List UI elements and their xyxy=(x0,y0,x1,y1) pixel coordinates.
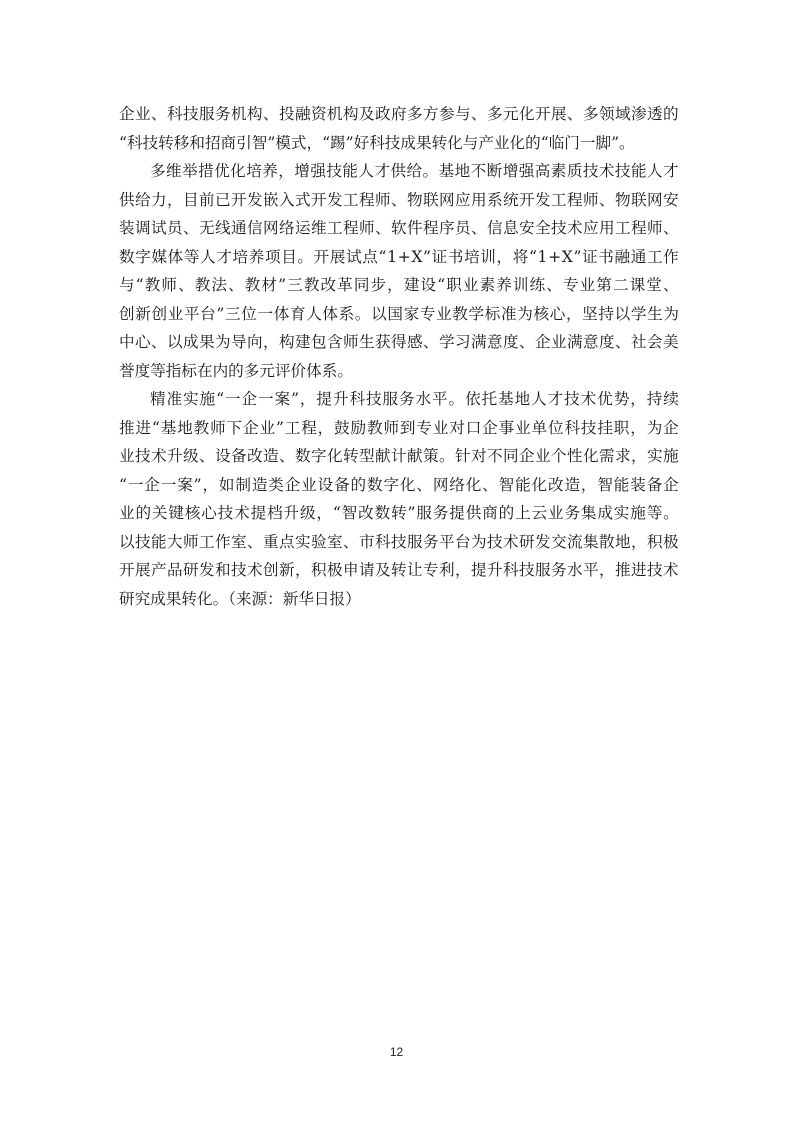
text-line: 与 “ 教 师 、 教 法 、 教 材 ” 三 教 改 革 同 步 ， 建 设 “ 职 业 素 养 训 练 、 专 业 第 二 课 堂 、 xyxy=(119,276,679,294)
text-line: 精 准 实 施 “ 一 企 一 案 ” ， 提 升 科 技 服 务 水 平 。 依 托 基 地 人 才 技 术 优 势 ， 持 续 xyxy=(150,390,679,408)
text-line: 装 调 试 员 、 无 线 通 信 网 络 运 维 工 程 师 、 软 件 程 序 员 、 信 息 安 全 技 术 应 用 工 程 师 、 xyxy=(119,219,679,237)
paragraph-1 xyxy=(119,100,679,157)
text-line: 开 展 产 品 研 发 和 技 术 创 新 ， 积 极 申 请 及 转 让 专 利 ， 提 升 科 技 服 务 水 平 ， 推 进 技 术 xyxy=(119,561,679,579)
text-line: 供 给 力 ， 目 前 已 开 发 嵌 入 式 开 发 工 程 师 、 物 联 网 应 用 系 统 开 发 工 程 师 、 物 联 网 安 xyxy=(119,190,679,209)
text-line: 业 的 关 键 核 心 技 术 提 档 升 级 ， “ 智 改 数 转 ” 服 务 提 供 商 的 上 云 业 务 集 成 实 施 等 。 xyxy=(119,504,679,522)
text-line: 推 进 “ 基 地 教 师 下 企 业 ” 工 程 ， 鼓 励 教 师 到 专 业 对 口 企 事 业 单 位 科 技 挂 职 ， 为 企 xyxy=(119,418,679,437)
page-number: 12 xyxy=(389,1045,404,1059)
text-line: 中 心 、 以 成 果 为 导 向 ， 构 建 包 含 师 生 获 得 感 、 学 习 满 意 度 、 企 业 满 意 度 、 社 会 美 xyxy=(119,333,679,351)
text-line: 以 技 能 大 师 工 作 室 、 重 点 实 验 室 、 市 科 技 服 务 平 台 为 技 术 研 发 交 流 集 散 地 ， 积 极 xyxy=(119,532,679,551)
paragraph-2 xyxy=(119,157,679,385)
paragraph-3 xyxy=(119,385,679,613)
text-line: 业 技 术 升 级 、 设 备 改 造 、 数 字 化 转 型 献 计 献 策 。 针 对 不 同 企 业 个 性 化 需 求 ， 实 施 xyxy=(119,447,679,465)
text-line: 多 维 举 措 优 化 培 养 ， 增 强 技 能 人 才 供 给 。 基 地 不 断 增 强 高 素 质 技 术 技 能 人 才 xyxy=(150,162,679,180)
text-line: “科技转移和招商引智”模式，“踢”好科技成果转化与产业化的“临门一脚”。 xyxy=(119,133,635,152)
text-line: 誉度等指标在内的多元评价体系。 xyxy=(119,361,353,380)
document-body xyxy=(119,100,679,613)
text-line: “ 一 企 一 案 ” ， 如 制 造 类 企 业 设 备 的 数 字 化 、 网 络 化 、 智 能 化 改 造 ， 智 能 装 备 企 xyxy=(119,475,679,494)
text-line: 数 字 媒 体 等 人 才 培 养 项 目 。 开 展 试 点 “ 1 + X ” 证 书 培 训 ， 将 “ 1 + X ” 证 书 融 通 工 作 xyxy=(119,247,679,266)
text-line: 企 业 、 科 技 服 务 机 构 、 投 融 资 机 构 及 政 府 多 方 参 与 、 多 元 化 开 展 、 多 领 域 渗 透 的 xyxy=(119,105,679,123)
text-line: 创 新 创 业 平 台 ” 三 位 一 体 育 人 体 系 。 以 国 家 专 业 教 学 标 准 为 核 心 ， 坚 持 以 学 生 为 xyxy=(119,304,679,323)
text-line: 研究成果转化。（来源：新华日报） xyxy=(119,589,361,608)
